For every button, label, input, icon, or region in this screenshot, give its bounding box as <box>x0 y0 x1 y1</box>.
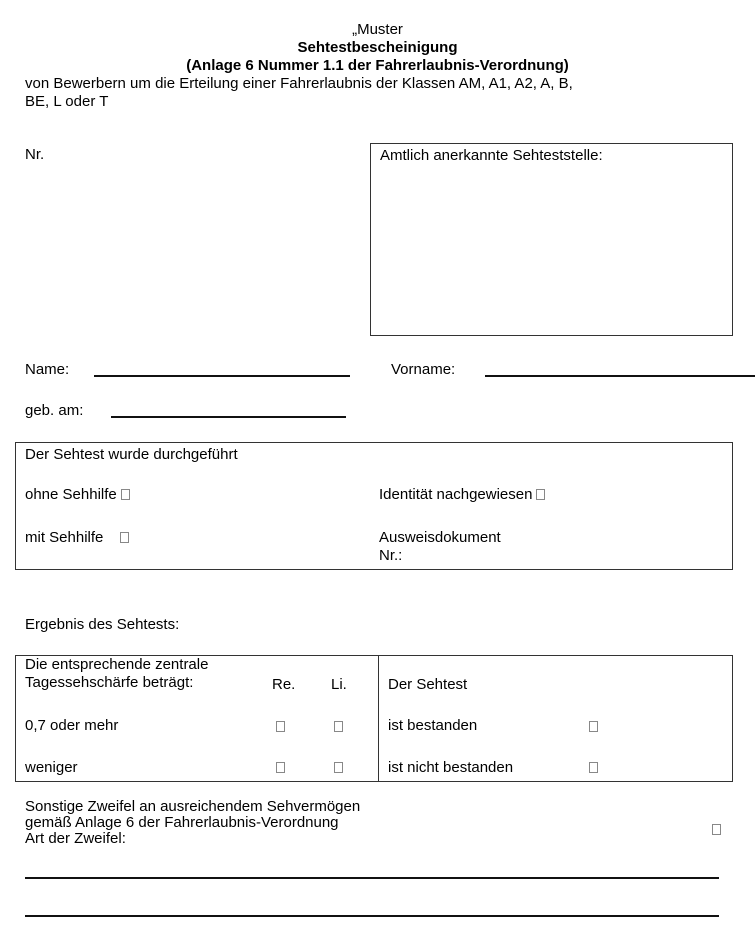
without-aid-option[interactable] <box>25 486 130 504</box>
doubts-type-label: Art der Zweifel: <box>25 830 126 847</box>
doubts-text-line1: Sonstige Zweifel an ausreichendem Sehvermögen <box>25 798 361 815</box>
passed-label: ist bestanden <box>388 717 478 734</box>
vorname-label: Vorname: <box>391 361 456 378</box>
muster-label: „Muster <box>352 21 403 38</box>
without-aid-checkbox[interactable] <box>121 489 130 500</box>
intro-text-line2: BE, L oder T <box>25 93 109 110</box>
doubts-answer-line1[interactable] <box>25 877 719 879</box>
doubts-answer-line2[interactable] <box>25 915 719 917</box>
document-title: Sehtestbescheinigung <box>297 39 458 56</box>
testing-office-label: Amtlich anerkannte Sehteststelle: <box>380 147 603 164</box>
failed-checkbox[interactable] <box>589 762 598 773</box>
doubts-checkbox[interactable] <box>712 824 721 835</box>
acuity-low-right-checkbox[interactable] <box>276 762 285 773</box>
test-conduct-box <box>15 442 733 570</box>
test-conduct-heading: Der Sehtest wurde durchgeführt <box>25 446 238 463</box>
identity-option[interactable] <box>379 486 545 504</box>
intro-text-line1: von Bewerbern um die Erteilung einer Fahrerlaubnis der Klassen AM, A1, A2, A, B, <box>25 75 573 92</box>
with-aid-option[interactable] <box>25 529 129 547</box>
birthdate-label: geb. am: <box>25 402 84 419</box>
doubts-text-line2: gemäß Anlage 6 der Fahrerlaubnis-Verordnung <box>25 814 339 831</box>
birthdate-field[interactable] <box>111 416 346 418</box>
acuity-row-label: 0,7 oder mehr <box>25 717 119 734</box>
acuity-high-right-checkbox[interactable] <box>276 721 285 732</box>
acuity-heading-line1: Die entsprechende zentrale <box>25 656 209 673</box>
acuity-high-left-checkbox[interactable] <box>334 721 343 732</box>
acuity-low-left-checkbox[interactable] <box>334 762 343 773</box>
result-heading: Ergebnis des Sehtests: <box>25 616 180 633</box>
id-document-label: Ausweisdokument <box>379 529 501 546</box>
with-aid-checkbox[interactable] <box>120 532 129 543</box>
failed-label: ist nicht bestanden <box>388 759 514 776</box>
identity-label: Identität nachgewiesen <box>379 486 533 503</box>
vorname-field[interactable] <box>485 375 755 377</box>
name-field[interactable] <box>94 375 350 377</box>
test-outcome-heading: Der Sehtest <box>388 676 468 693</box>
result-table <box>15 655 733 782</box>
right-eye-column-header: Re. <box>272 676 296 693</box>
id-document-nr-label[interactable]: Nr.: <box>379 547 403 564</box>
left-eye-column-header: Li. <box>331 676 347 693</box>
document-subtitle: (Anlage 6 Nummer 1.1 der Fahrerlaubnis-Verordnung) <box>186 57 569 74</box>
testing-office-box[interactable] <box>370 143 733 336</box>
acuity-heading-line2: Tagessehschärfe beträgt: <box>25 674 194 691</box>
identity-checkbox[interactable] <box>536 489 545 500</box>
passed-checkbox[interactable] <box>589 721 598 732</box>
acuity-row-label: weniger <box>25 759 78 776</box>
result-table-divider <box>378 656 379 781</box>
without-aid-label: ohne Sehhilfe <box>25 486 117 503</box>
name-label: Name: <box>25 361 70 378</box>
with-aid-label: mit Sehhilfe <box>25 529 104 546</box>
nr-label: Nr. <box>25 146 45 163</box>
